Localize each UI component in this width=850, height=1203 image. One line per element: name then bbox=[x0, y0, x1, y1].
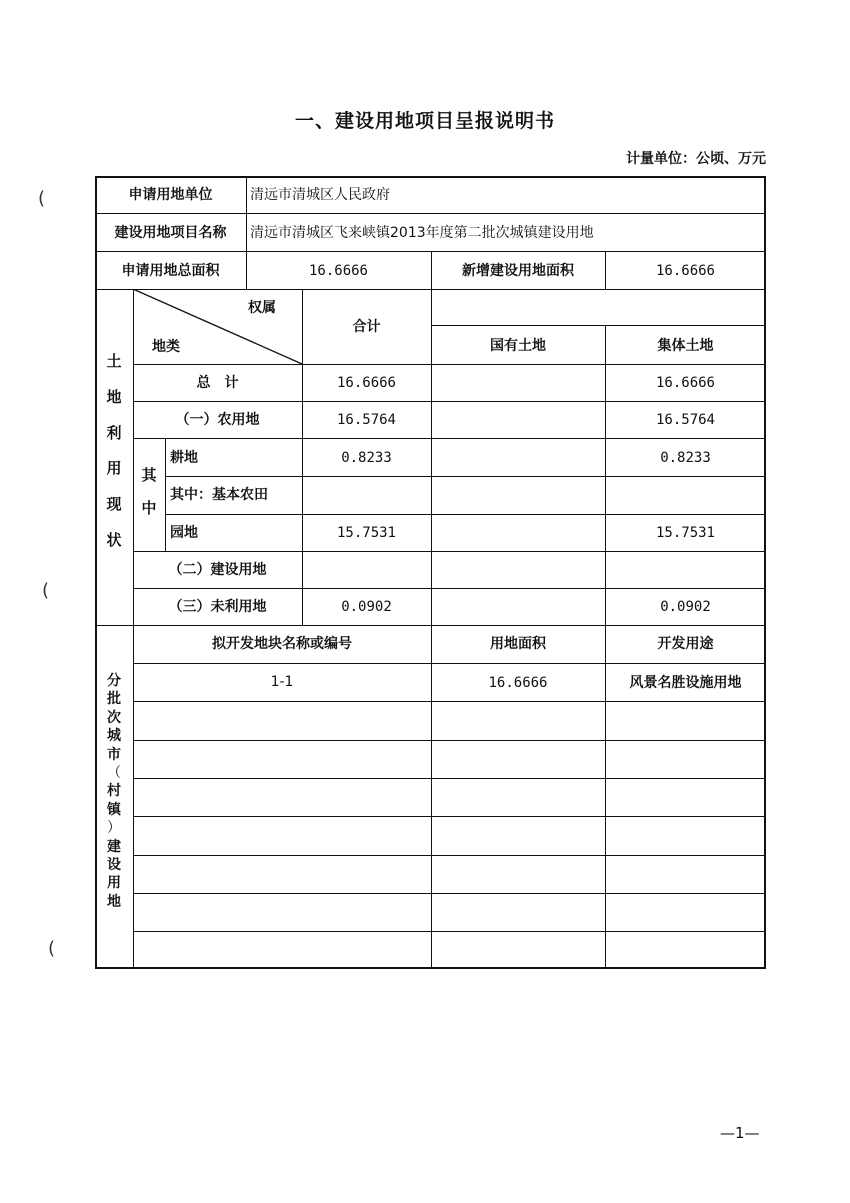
col-collective-header: 集体土地 bbox=[657, 338, 714, 354]
land-row-collective: 0.8233 bbox=[660, 450, 711, 466]
rule bbox=[133, 401, 766, 402]
diag-top-label: 权属 bbox=[248, 300, 276, 316]
batch-row-area: 16.6666 bbox=[488, 675, 548, 691]
land-use-section-label: 土 地 利 用 现 状 bbox=[106, 352, 122, 549]
total-area-value: 16.6666 bbox=[308, 263, 368, 279]
diag-bottom-label: 地类 bbox=[152, 339, 180, 355]
rule bbox=[133, 855, 766, 856]
rule bbox=[95, 213, 766, 214]
rule bbox=[133, 438, 766, 439]
land-row-label: 耕地 bbox=[170, 450, 198, 466]
col-total-header: 合计 bbox=[352, 319, 381, 335]
page-number: —1— bbox=[720, 1124, 760, 1142]
land-row-collective: 0.0902 bbox=[660, 599, 711, 615]
document-title: 一、建设用地项目呈报说明书 bbox=[294, 110, 555, 132]
land-row-label: 其中：基本农田 bbox=[170, 487, 268, 503]
project-value: 清远市清城区飞来峡镇2013年度第二批次城镇建设用地 bbox=[250, 225, 594, 241]
batch-col-area-header: 用地面积 bbox=[490, 636, 546, 652]
new-area-value: 16.6666 bbox=[655, 263, 715, 279]
binder-hole-mark: ( bbox=[48, 938, 56, 959]
rule bbox=[431, 289, 432, 969]
land-row-label: （一）农用地 bbox=[175, 412, 260, 428]
batch-row-name: 1-1 bbox=[270, 674, 294, 690]
land-row-total: 16.6666 bbox=[336, 375, 396, 391]
land-row-total: 0.8233 bbox=[341, 450, 392, 466]
rule bbox=[133, 588, 766, 589]
rule bbox=[133, 701, 766, 702]
applicant-label: 申请用地单位 bbox=[128, 187, 213, 203]
col-state-header: 国有土地 bbox=[490, 338, 546, 354]
unit-label: 计量单位：公顷、万元 bbox=[626, 151, 766, 167]
rule bbox=[133, 551, 766, 552]
land-row-label: （二）建设用地 bbox=[168, 562, 267, 578]
project-label: 建设用地项目名称 bbox=[114, 225, 227, 241]
land-row-collective: 16.6666 bbox=[655, 375, 715, 391]
rule bbox=[165, 514, 766, 515]
batch-col-use-header: 开发用途 bbox=[657, 636, 714, 652]
rule bbox=[133, 740, 766, 741]
rule bbox=[165, 438, 166, 551]
rule bbox=[133, 931, 766, 932]
rule bbox=[133, 778, 766, 779]
batch-row-use: 风景名胜设施用地 bbox=[629, 675, 742, 691]
total-area-label: 申请用地总面积 bbox=[121, 263, 220, 279]
land-row-label: 总 计 bbox=[196, 375, 239, 391]
land-row-label: 园地 bbox=[170, 525, 198, 541]
rule bbox=[431, 325, 766, 326]
land-row-total: 0.0902 bbox=[341, 599, 392, 615]
binder-hole-mark: ( bbox=[38, 188, 46, 209]
rule bbox=[165, 476, 766, 477]
batch-section-label: 分 批 次 城 市 （ 村 镇 ） 建 设 用 地 bbox=[107, 673, 121, 910]
land-row-collective: 15.7531 bbox=[655, 525, 715, 541]
rule bbox=[133, 663, 766, 664]
land-row-collective: 16.5764 bbox=[655, 412, 715, 428]
rule bbox=[133, 893, 766, 894]
land-row-label: （三）未利用地 bbox=[168, 599, 267, 615]
rule bbox=[133, 816, 766, 817]
applicant-value: 清远市清城区人民政府 bbox=[250, 187, 390, 203]
new-area-label: 新增建设用地面积 bbox=[462, 263, 574, 279]
binder-hole-mark: ( bbox=[42, 580, 50, 601]
land-row-total: 16.5764 bbox=[336, 412, 396, 428]
sub-items-label: 其 中 bbox=[141, 466, 157, 517]
land-row-total: 15.7531 bbox=[336, 525, 396, 541]
batch-col-name-header: 拟开发地块名称或编号 bbox=[212, 636, 352, 652]
